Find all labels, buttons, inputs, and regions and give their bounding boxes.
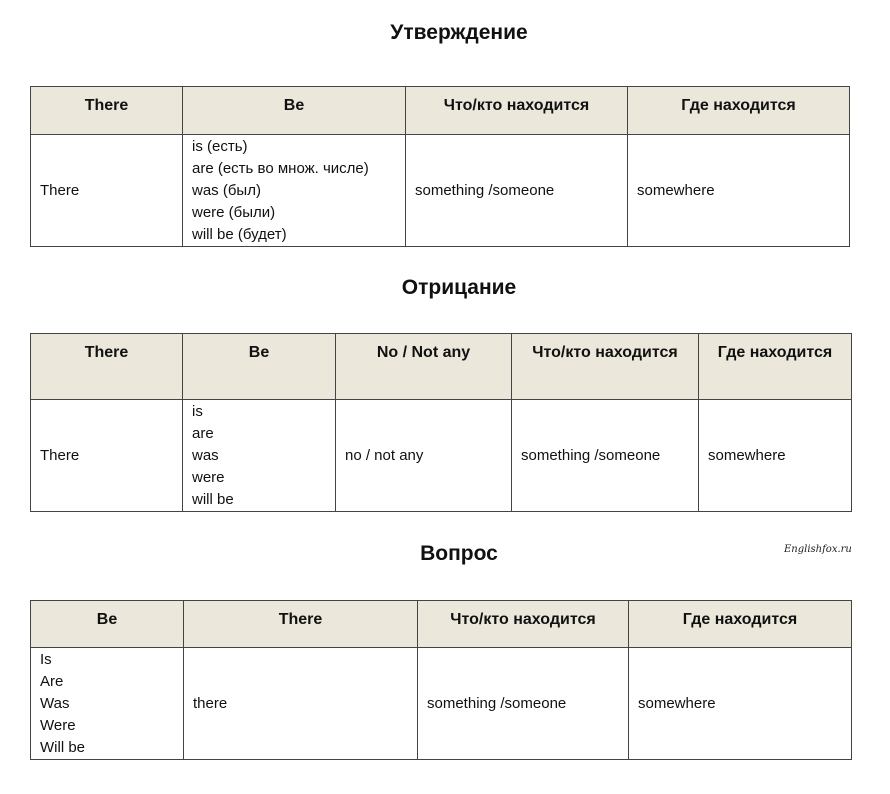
- negative-table: [30, 333, 852, 512]
- header-what: Что/кто находится: [406, 87, 628, 135]
- be-form: were: [192, 468, 225, 486]
- table-header-row: [31, 601, 852, 648]
- header-where: Где находится: [629, 601, 852, 648]
- affirmative-table: [30, 86, 850, 247]
- cell-there: There: [31, 135, 183, 247]
- cell-what: something /someone: [512, 400, 699, 512]
- table-header-row: [31, 87, 850, 135]
- be-form: will be: [192, 490, 234, 508]
- be-form: is (есть): [192, 137, 248, 155]
- header-where: Где находится: [699, 334, 852, 400]
- header-what: Что/кто находится: [418, 601, 629, 648]
- header-be: Be: [183, 334, 336, 400]
- be-form: Is: [40, 650, 52, 668]
- cell-there: There: [31, 400, 183, 512]
- cell-where: somewhere: [699, 400, 852, 512]
- cell-where: somewhere: [629, 648, 852, 760]
- be-form: is: [192, 402, 203, 420]
- header-there: There: [184, 601, 418, 648]
- be-form: Will be: [40, 738, 86, 756]
- header-be: Be: [183, 87, 406, 135]
- header-what: Что/кто находится: [512, 334, 699, 400]
- question-table: [30, 600, 852, 760]
- header-there: There: [31, 87, 183, 135]
- be-form: Were: [40, 716, 76, 734]
- be-form: was: [192, 446, 219, 464]
- header-be: Be: [31, 601, 184, 648]
- be-form: are: [192, 424, 214, 442]
- be-form: Was: [40, 694, 70, 712]
- be-form: were (были): [192, 203, 276, 221]
- cell-be-forms: [183, 135, 406, 247]
- site-watermark: Englishfox.ru: [784, 544, 852, 555]
- negative-title: Отрицание: [401, 276, 517, 299]
- table-header-row: [31, 334, 852, 400]
- question-title: Вопрос: [420, 542, 498, 565]
- be-form: will be (будет): [192, 225, 287, 243]
- cell-what: something /someone: [418, 648, 629, 760]
- table-row: [31, 135, 850, 247]
- be-form: are (есть во множ. числе): [192, 159, 369, 177]
- be-form: was (был): [192, 181, 261, 199]
- cell-where: somewhere: [628, 135, 850, 247]
- header-where: Где находится: [628, 87, 850, 135]
- cell-no: no / not any: [336, 400, 512, 512]
- table-row: [31, 400, 852, 512]
- table-row: [31, 648, 852, 760]
- affirmative-title: Утверждение: [390, 21, 528, 44]
- header-there: There: [31, 334, 183, 400]
- cell-be-forms: [31, 648, 184, 760]
- be-form: Are: [40, 672, 64, 690]
- cell-what: something /someone: [406, 135, 628, 247]
- header-no: No / Not any: [336, 334, 512, 400]
- cell-be-forms: [183, 400, 336, 512]
- cell-there: there: [184, 648, 418, 760]
